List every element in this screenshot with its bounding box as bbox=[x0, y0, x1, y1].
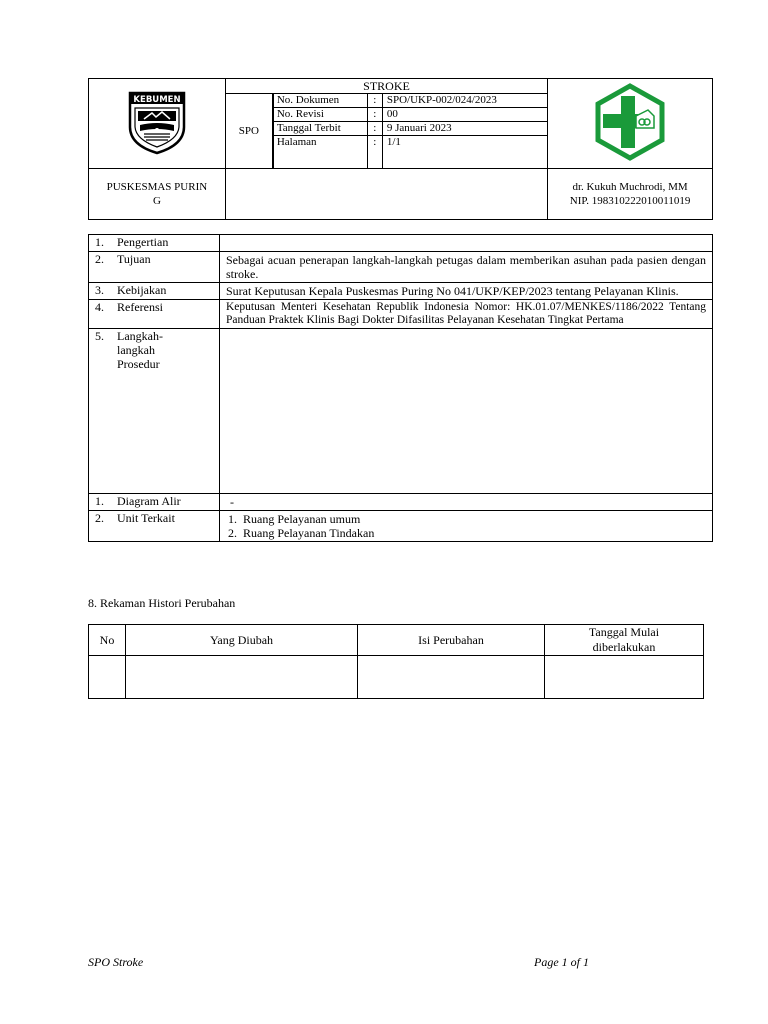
list-item: 2. Ruang Pelayanan Tindakan bbox=[228, 526, 375, 540]
section-number: 4. bbox=[95, 300, 104, 314]
section-label bbox=[89, 511, 220, 542]
meta-value: 00 bbox=[386, 108, 398, 120]
section-content: Sebagai acuan penerapan langkah-langkah petugas dalam memberikan asuhan pada pasien dengan stroke. bbox=[220, 252, 713, 283]
history-title: 8. Rekaman Histori Perubahan bbox=[88, 596, 236, 610]
table-row bbox=[89, 300, 713, 329]
list-item: 1. Ruang Pelayanan umum bbox=[228, 512, 361, 526]
history-table bbox=[88, 624, 704, 699]
puskesmas-name-line1: PUSKESMAS PURIN bbox=[106, 181, 208, 193]
section-number: 1. bbox=[95, 494, 104, 508]
document-info bbox=[225, 79, 547, 169]
meta-row bbox=[273, 122, 547, 136]
meta-colon: : bbox=[367, 108, 383, 121]
section-number: 3. bbox=[95, 283, 104, 297]
meta-key: No. Revisi bbox=[276, 108, 324, 120]
footer-right: Page 1 of 1 bbox=[534, 955, 589, 969]
signer-nip: NIP. 198310222010011019 bbox=[569, 195, 691, 207]
table-row bbox=[89, 511, 713, 542]
section-content: Keputusan Menteri Kesehatan Republik Indonesia Nomor: HK.01.07/MENKES/1186/2022 Tentang Panduan Praktek Klinis Bagi Dokter Difasilitas Pelayanan Kesehatan Tingkat Pertama bbox=[220, 300, 713, 329]
meta-colon: : bbox=[367, 136, 383, 169]
table-header-row bbox=[89, 625, 704, 656]
meta-value: 9 Januari 2023 bbox=[386, 122, 452, 134]
signer-name: dr. Kukuh Muchrodi, MM bbox=[572, 181, 688, 193]
column-header: Tanggal Mulai diberlakukan bbox=[545, 625, 704, 656]
section-label bbox=[89, 494, 220, 511]
table-row bbox=[89, 329, 713, 494]
meta-value: SPO/UKP-002/024/2023 bbox=[386, 94, 497, 106]
document-title: STROKE bbox=[226, 79, 547, 94]
document-meta bbox=[273, 94, 547, 156]
section-number: 2. bbox=[95, 511, 104, 525]
section-label-text: Referensi bbox=[117, 300, 163, 314]
section-label-text: Unit Terkait bbox=[117, 511, 175, 525]
kebumen-logo-cell bbox=[89, 79, 226, 169]
empty-cell bbox=[225, 169, 547, 220]
puskesmas-cross-icon bbox=[590, 82, 670, 162]
document-header bbox=[88, 78, 713, 220]
column-header: Isi Perubahan bbox=[358, 625, 545, 656]
section-label bbox=[89, 300, 220, 329]
table-cell bbox=[126, 656, 358, 699]
table-cell bbox=[545, 656, 704, 699]
spo-label: SPO bbox=[226, 94, 273, 168]
section-label-text: Kebijakan bbox=[117, 283, 167, 297]
section-content: - bbox=[220, 494, 713, 511]
section-label bbox=[89, 252, 220, 283]
section-label bbox=[89, 235, 220, 252]
kebumen-logo-text: KEBUMEN bbox=[133, 94, 181, 105]
meta-row bbox=[273, 94, 547, 108]
table-row bbox=[89, 235, 713, 252]
section-label-text: Diagram Alir bbox=[117, 494, 181, 508]
section-label bbox=[89, 329, 220, 494]
table-row bbox=[89, 656, 704, 699]
section-number: 1. bbox=[95, 235, 104, 249]
meta-value: 1/1 bbox=[386, 136, 401, 148]
column-header: Yang Diubah bbox=[126, 625, 358, 656]
meta-row bbox=[273, 136, 547, 156]
footer-left: SPO Stroke bbox=[88, 955, 144, 969]
section-number: 5. bbox=[95, 329, 104, 343]
meta-key: Tanggal Terbit bbox=[276, 122, 341, 134]
section-label bbox=[89, 283, 220, 300]
table-cell bbox=[358, 656, 545, 699]
procedure-table bbox=[88, 234, 713, 542]
section-content bbox=[220, 235, 713, 252]
section-number: 2. bbox=[95, 252, 104, 266]
column-header: No bbox=[89, 625, 126, 656]
puskesmas-name-line2: G bbox=[152, 195, 161, 207]
table-row bbox=[89, 494, 713, 511]
section-content: Surat Keputusan Kepala Puskesmas Puring No 041/UKP/KEP/2023 tentang Pelayanan Klinis. bbox=[220, 283, 713, 300]
table-row bbox=[89, 252, 713, 283]
meta-colon: : bbox=[367, 94, 383, 107]
table-cell bbox=[89, 656, 126, 699]
puskesmas-logo-cell bbox=[548, 79, 713, 169]
section-label-text: Tujuan bbox=[117, 252, 151, 266]
meta-key: Halaman bbox=[276, 136, 317, 148]
kebumen-crest-icon bbox=[122, 87, 192, 157]
section-content bbox=[220, 329, 713, 494]
section-content bbox=[220, 511, 713, 542]
meta-row bbox=[273, 108, 547, 122]
puskesmas-name bbox=[89, 169, 226, 220]
section-label-text: Langkah-langkah Prosedur bbox=[117, 329, 163, 371]
meta-colon: : bbox=[367, 122, 383, 135]
meta-key: No. Dokumen bbox=[276, 94, 340, 106]
signer-block bbox=[548, 169, 713, 220]
section-label-text: Pengertian bbox=[117, 235, 169, 249]
table-row bbox=[89, 283, 713, 300]
